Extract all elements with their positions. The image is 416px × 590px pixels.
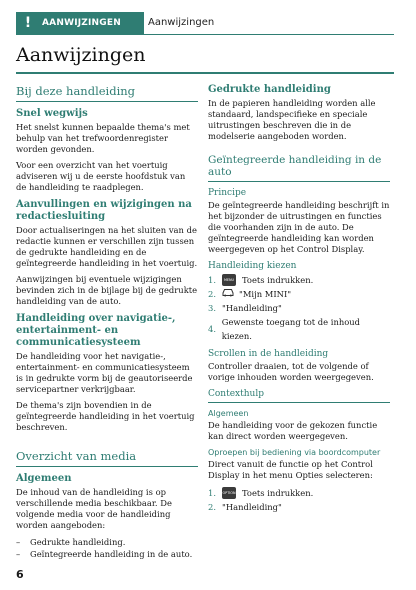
step-number: 2. — [208, 502, 216, 512]
paragraph: In de papieren handleiding worden alle standaard, landspecifieke en speciale uitrustingen beschreven die in de modelserie aangeboden worden. — [208, 98, 376, 141]
list-item — [208, 287, 390, 301]
step-number: 1. — [208, 488, 216, 498]
step-text: Gewenste toegang tot de inhoud kiezen. — [221, 317, 361, 341]
paragraph: De handleiding voor de gekozen functie kan direct worden weergegeven. — [208, 420, 378, 441]
heading-principe: Principe — [208, 188, 247, 198]
step-text: "Handleiding" — [222, 502, 282, 512]
step-number: 2. — [208, 289, 216, 299]
option-key-icon: OPTION — [222, 487, 236, 499]
list-item: – Geïntegreerde handleiding in de auto. — [16, 548, 198, 560]
header-rule — [16, 34, 394, 35]
step-text: "Handleiding" — [222, 303, 282, 313]
section-label: AANWIJZINGEN — [42, 18, 121, 28]
heading-oproepen: Oproepen bij bediening via boordcomputer — [208, 448, 381, 457]
list-item — [208, 315, 390, 343]
chapter-label: Aanwijzingen — [148, 17, 215, 28]
steps-list-context — [208, 486, 390, 514]
step-text: Toets indrukken. — [242, 275, 314, 285]
list-item — [208, 301, 390, 315]
section-tab — [16, 12, 144, 34]
warning-icon: ! — [24, 15, 32, 31]
paragraph: De inhoud van de handleiding is op verschillende media beschikbaar. De volgende media voor de handleiding worden aangeboden: — [16, 487, 172, 530]
heading-handleiding-kiezen: Handleiding kiezen — [208, 261, 297, 271]
page-title: Aanwijzingen — [16, 44, 146, 66]
step-text: "Mijn MINI" — [239, 289, 292, 299]
step-number: 3. — [208, 303, 216, 313]
heading-navigatie: Handleiding over navigatie-, entertainment- en communicatiesysteem — [16, 313, 176, 348]
paragraph: Door actualiseringen na het sluiten van de redactie kunnen er verschillen zijn tussen de gedrukte handleiding en de geïntegreerde handleiding in het voertuig. — [16, 225, 198, 268]
heading-contexthulp: Contexthulp — [208, 389, 390, 403]
step-text: Toets indrukken. — [242, 488, 314, 498]
media-list — [16, 536, 198, 560]
steps-list — [208, 273, 390, 343]
list-item — [208, 500, 390, 514]
paragraph: Controller draaien, tot de volgende of vorige inhouden worden weergegeven. — [208, 361, 374, 382]
paragraph: De geïntegreerde handleiding beschrijft in het bijzonder de uitrustingen en functies die voorhanden zijn in de auto. De geïntegreerde handleiding kan worden weergegeven op het Control Display. — [208, 200, 390, 254]
list-item — [208, 273, 390, 287]
heading-scrollen: Scrollen in de handleiding — [208, 349, 329, 359]
menu-key-icon: MENU — [222, 274, 236, 286]
paragraph: Aanwijzingen bij eventuele wijzigingen bevinden zich in de bijlage bij de gedrukte handleiding van de auto. — [16, 274, 198, 306]
heading-geintegreerde-handleiding: Geïntegreerde handleiding in de auto — [208, 150, 390, 182]
heading-bij-deze-handleiding: Bij deze handleiding — [16, 80, 198, 102]
paragraph: Voor een overzicht van het voertuig adviseren wij u de eerste hoofdstuk van de handleiding te raadplegen. — [16, 160, 186, 192]
paragraph: Het snelst kunnen bepaalde thema's met behulp van het trefwoordenregister worden gevonden. — [16, 122, 190, 154]
heading-snel-wegwijs: Snel wegwijs — [16, 108, 88, 119]
step-number: 4. — [208, 324, 216, 334]
car-icon — [222, 287, 234, 301]
paragraph: Direct vanuit de functie op het Control Display in het menu Opties selecteren: — [208, 459, 373, 480]
list-item — [208, 486, 390, 500]
heading-overzicht-van-media: Overzicht van media — [16, 445, 198, 467]
heading-algemeen: Algemeen — [16, 473, 72, 484]
heading-gedrukte-handleiding: Gedrukte handleiding — [208, 84, 331, 95]
list-item: – Gedrukte handleiding. — [16, 536, 198, 548]
heading-algemeen-context: Algemeen — [208, 409, 249, 418]
right-column — [208, 80, 390, 519]
step-number: 1. — [208, 275, 216, 285]
page-number: 6 — [16, 568, 24, 581]
paragraph: De thema's zijn bovendien in de geïntegreerde handleiding in het voertuig beschreven. — [16, 400, 195, 432]
left-column — [16, 80, 198, 565]
paragraph: De handleiding voor het navigatie-, entertainment- en communicatiesysteem is in gedrukte vorm bij de geautoriseerde servicepartner verkrijgbaar. — [16, 351, 193, 394]
title-rule — [16, 72, 394, 74]
heading-aanvullingen: Aanvullingen en wijzigingen na redactiesluiting — [16, 199, 192, 222]
